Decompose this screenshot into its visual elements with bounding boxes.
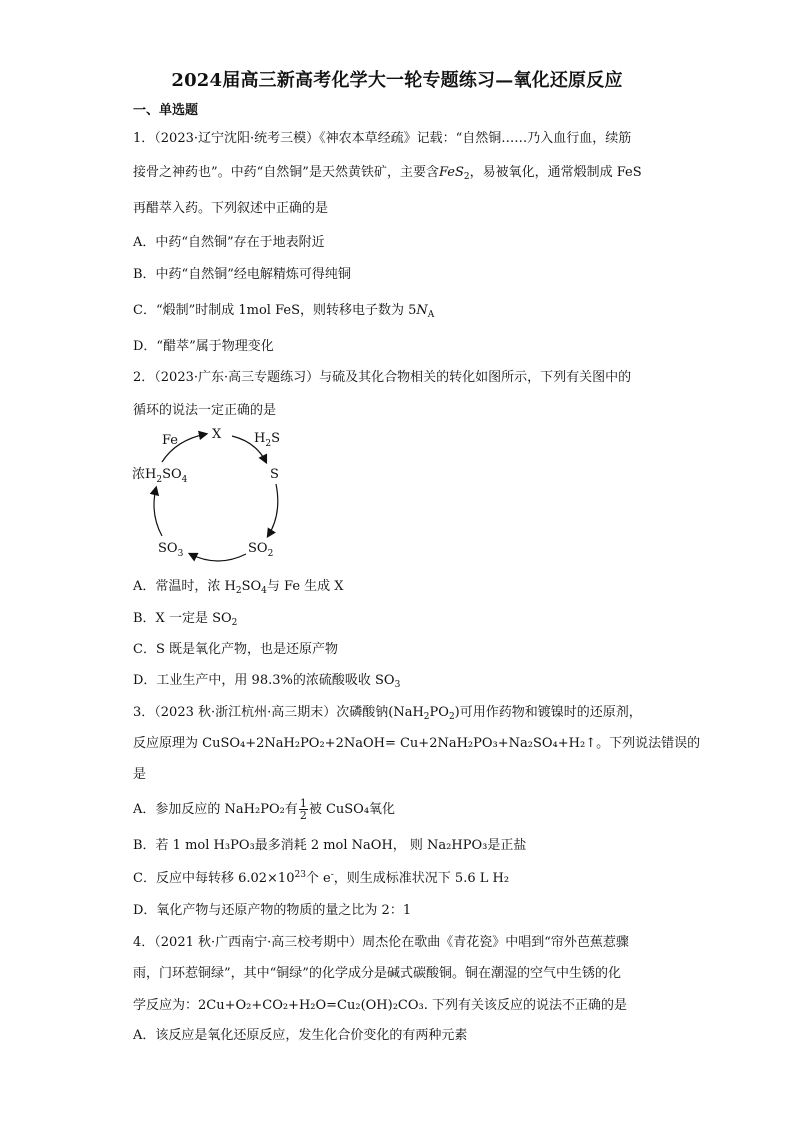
arrow-so2-to-so3 bbox=[190, 554, 246, 561]
q3-option-b: B．若 1 mol H₃PO₃最多消耗 2 mol NaOH， 则 Na₂HPO₃是正盐 bbox=[133, 838, 527, 853]
q2-stem-line1: 2．（2023·广东·高三专题练习）与硫及其化合物相关的转化如图所示，下列有关图中的 bbox=[133, 370, 632, 385]
label-h2s: $H_2S$ bbox=[254, 431, 280, 449]
q4-option-a: A．该反应是氧化还原反应，发生化合价变化的有两种元素 bbox=[133, 1028, 468, 1043]
q3-option-c: C．反应中每转移 $6.02\times 10^{23}$个 e-，则生成标准状况下 5.6 L H₂ bbox=[133, 870, 510, 886]
label-conc-h2so4: 浓$H_2SO_4$ bbox=[132, 467, 188, 485]
sulfur-cycle-diagram bbox=[128, 420, 308, 570]
q1-stem-line3: 再醋萃入药。下列叙述中正确的是 bbox=[133, 201, 329, 216]
q1-option-c: C．“煅制”时制成 1mol FeS，则转移电子数为 $5N_A$ bbox=[133, 303, 435, 320]
q3-stem-line1: 3．（2023 秋·浙江杭州·高三期末）次磷酸钠$(NaH_2PO_2)$可用作药物和镀镍时的还原剂， bbox=[133, 705, 642, 722]
q4-stem-line1: 4．（2021 秋·广西南宁·高三校考期中）周杰伦在歌曲《青花瓷》中唱到“帘外芭蕉惹骤 bbox=[133, 935, 629, 950]
q1-option-d: D．“醋萃”属于物理变化 bbox=[133, 339, 274, 354]
label-s: S bbox=[270, 467, 279, 482]
arrow-so3-to-h2so4 bbox=[154, 488, 162, 536]
q2-option-d: D．工业生产中，用 98.3%的浓硫酸吸收 $SO_3$ bbox=[133, 673, 401, 690]
document-title: 2024届高三新高考化学大一轮专题练习—氧化还原反应 bbox=[171, 70, 623, 91]
q2-option-a: A．常温时，浓 $H_2SO_4$与 Fe 生成 X bbox=[133, 579, 344, 596]
q1-option-a: A．中药“自然铜”存在于地表附近 bbox=[133, 235, 325, 250]
q1-option-b: B．中药“自然铜”经电解精炼可得纯铜 bbox=[133, 267, 351, 282]
q3-stem-line3: 是 bbox=[133, 767, 147, 782]
arrow-s-to-so2 bbox=[268, 484, 278, 536]
label-so3: $SO_3$ bbox=[158, 541, 184, 559]
label-so2: $SO_2$ bbox=[248, 541, 274, 559]
q2-stem-line2: 循环的说法一定正确的是 bbox=[133, 403, 277, 418]
label-fe: Fe bbox=[162, 433, 179, 448]
q3-option-d: D．氧化产物与还原产物的物质的量之比为 2：1 bbox=[133, 903, 412, 918]
q3-stem-line2: 反应原理为 CuSO₄+2NaH₂PO₂+2NaOH= Cu+2NaH₂PO₃+Na₂SO₄+H₂↑。下列说法错误的 bbox=[133, 736, 701, 751]
q2-option-c: C．S 既是氧化产物，也是还原产物 bbox=[133, 642, 338, 657]
q2-option-b: B．X 一定是 $SO_2$ bbox=[133, 611, 238, 628]
section-heading: 一、单选题 bbox=[133, 103, 199, 118]
q4-stem-line3: 学反应为：2Cu+O₂+CO₂+H₂O=Cu₂(OH)₂CO₃. 下列有关该反应的说法不正确的是 bbox=[133, 998, 628, 1013]
q1-stem-line1: 1．（2023·辽宁沈阳·统考三模）《神农本草经疏》记载：“自然铜……乃入血行血，续筋 bbox=[133, 131, 632, 146]
q3-option-a: A．参加反应的 NaH₂PO₂有 $\frac{1}{2}$ 被 CuSO₄氧化 bbox=[133, 797, 396, 822]
q4-stem-line2: 雨，门环惹铜绿”，其中“铜绿”的化学成分是碱式碳酸铜。铜在潮湿的空气中生锈的化 bbox=[133, 966, 621, 981]
label-x: X bbox=[212, 427, 222, 442]
fraction-one-half: $\frac{1}{2}$ bbox=[299, 797, 307, 822]
q1-stem-line2: 接骨之神药也”。中药“自然铜”是天然黄铁矿，主要含FeS$_2$，易被氧化，通常煅制成 FeS bbox=[133, 165, 642, 182]
